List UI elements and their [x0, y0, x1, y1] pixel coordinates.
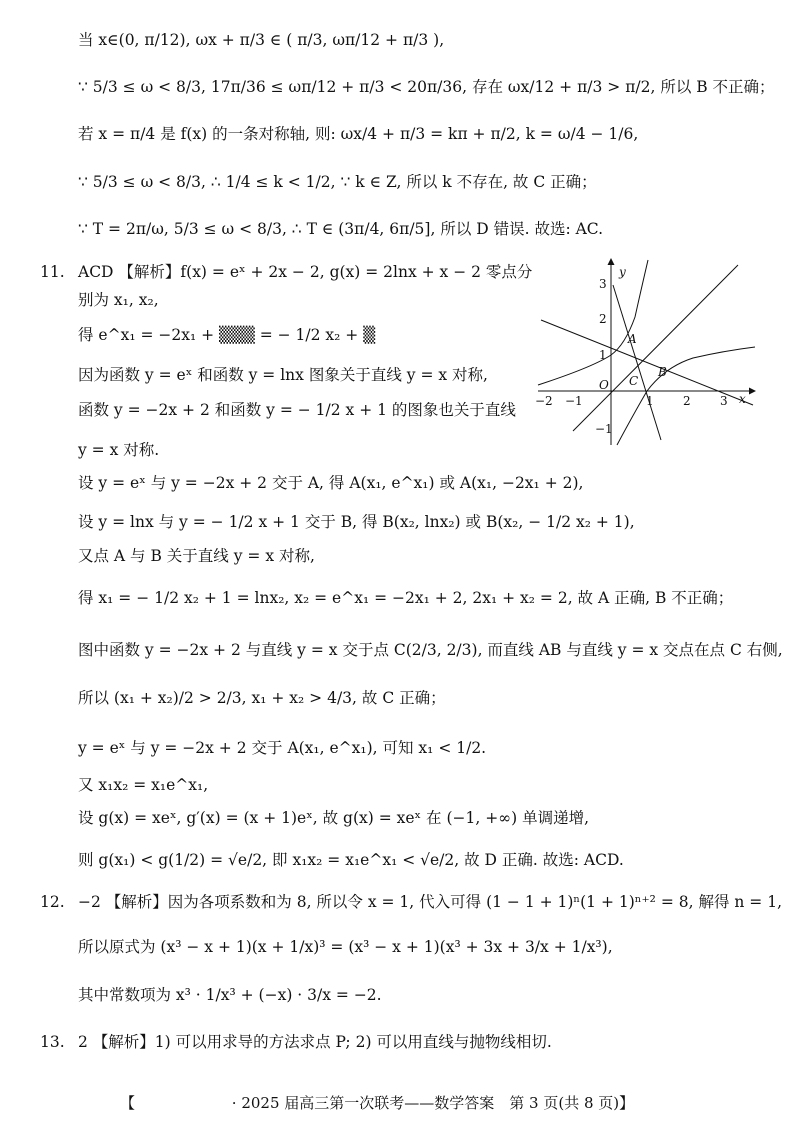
question-number: 11.	[40, 263, 65, 281]
text-line: 若 x = π/4 是 f(x) 的一条对称轴, 则: ωx/4 + π/3 = kπ + π/2, k = ω/4 − 1/6,	[78, 125, 639, 143]
text-line: y = x 对称.	[78, 441, 160, 459]
text-line: 则 g(x₁) < g(1/2) = √e/2, 即 x₁x₂ = x₁e^x₁ < √e/2, 故 D 正确. 故选: ACD.	[78, 851, 624, 869]
text-line: 所以 (x₁ + x₂)/2 > 2/3, x₁ + x₂ > 4/3, 故 C 正确；	[78, 689, 446, 707]
x-tick: −2	[535, 394, 553, 408]
text-line: 因为函数 y = eˣ 和函数 y = lnx 图象关于直线 y = x 对称,	[78, 366, 488, 384]
point-label-a: A	[628, 332, 637, 346]
x-tick: 1	[646, 394, 654, 408]
text-line: 设 g(x) = xeˣ, g′(x) = (x + 1)eˣ, 故 g(x) = xeˣ 在 (−1, +∞) 单调递增,	[78, 809, 590, 827]
footer-text: · 2025 届高三第一次联考——数学答案 第 3 页(共 8 页)】	[231, 1094, 635, 1112]
text-line: 设 y = lnx 与 y = − 1/2 x + 1 交于 B, 得 B(x₂, lnx₂) 或 B(x₂, − 1/2 x₂ + 1),	[78, 513, 635, 531]
x-tick: 3	[720, 394, 728, 408]
text-line: 其中常数项为 x³ · 1/x³ + (−x) · 3/x = −2.	[78, 986, 382, 1004]
y-axis-label: y	[619, 265, 626, 279]
origin-label: O	[599, 378, 609, 392]
x-tick: −1	[565, 394, 583, 408]
text-line: 又 x₁x₂ = x₁e^x₁,	[78, 776, 209, 794]
y-tick: 2	[599, 312, 607, 326]
text-line: ACD 【解析】f(x) = eˣ + 2x − 2, g(x) = 2lnx + x − 2 零点分	[78, 263, 533, 281]
text-line: −2 【解析】因为各项系数和为 8, 所以令 x = 1, 代入可得 (1 − 1 + 1)ⁿ(1 + 1)ⁿ⁺² = 8, 解得 n = 1,	[78, 893, 782, 911]
x-tick: 2	[683, 394, 691, 408]
y-tick: 1	[599, 348, 607, 362]
text-line: 当 x∈(0, π/12), ωx + π/3 ∈ ( π/3, ωπ/12 + π/3 ),	[78, 31, 445, 49]
text-line: 图中函数 y = −2x + 2 与直线 y = x 交于点 C(2/3, 2/3), 而直线 AB 与直线 y = x 交点在点 C 右侧,	[78, 641, 783, 659]
text-line: y = eˣ 与 y = −2x + 2 交于 A(x₁, e^x₁), 可知 x₁ < 1/2.	[78, 739, 487, 757]
text-line: 函数 y = −2x + 2 和函数 y = − 1/2 x + 1 的图象也关于直线	[78, 401, 516, 419]
page-footer	[120, 1092, 634, 1113]
text-line: 得 e^x₁ = −2x₁ + ▒▒▒ = − 1/2 x₂ + ▒	[78, 326, 376, 344]
question-number: 13.	[40, 1033, 65, 1051]
question-number: 12.	[40, 893, 65, 911]
point-label-c: C	[629, 374, 639, 388]
y-tick: 3	[599, 277, 607, 291]
function-graph	[533, 255, 763, 447]
text-line: 别为 x₁, x₂,	[78, 291, 159, 309]
text-line: 2 【解析】1) 可以用求导的方法求点 P; 2) 可以用直线与抛物线相切.	[78, 1033, 552, 1051]
x-axis-label: x	[739, 392, 746, 406]
text-line: ∵ 5/3 ≤ ω < 8/3, 17π/36 ≤ ωπ/12 + π/3 < 20π/36, 存在 ωx/12 + π/3 > π/2, 所以 B 不正确；	[78, 78, 775, 96]
exp-curve	[538, 260, 648, 385]
y-tick: −1	[595, 422, 613, 436]
footer-bracket: 【	[120, 1094, 136, 1112]
line-minus-half-x-plus-1	[541, 320, 753, 405]
text-line: 得 x₁ = − 1/2 x₂ + 1 = lnx₂, x₂ = e^x₁ = −2x₁ + 2, 2x₁ + x₂ = 2, 故 A 正确, B 不正确；	[78, 589, 734, 607]
point-label-b: B	[658, 365, 667, 379]
text-line: 设 y = eˣ 与 y = −2x + 2 交于 A, 得 A(x₁, e^x₁) 或 A(x₁, −2x₁ + 2),	[78, 474, 584, 492]
text-line: ∵ T = 2π/ω, 5/3 ≤ ω < 8/3, ∴ T ∈ (3π/4, 6π/5], 所以 D 错误. 故选: AC.	[78, 220, 604, 238]
text-line: 又点 A 与 B 关于直线 y = x 对称,	[78, 547, 315, 565]
text-line: ∵ 5/3 ≤ ω < 8/3, ∴ 1/4 ≤ k < 1/2, ∵ k ∈ Z, 所以 k 不存在, 故 C 正确；	[78, 173, 597, 191]
line-y-equals-x	[573, 265, 738, 431]
text-line: 所以原式为 (x³ − x + 1)(x + 1/x)³ = (x³ − x + 1)(x³ + 3x + 3/x + 1/x³),	[78, 938, 613, 956]
